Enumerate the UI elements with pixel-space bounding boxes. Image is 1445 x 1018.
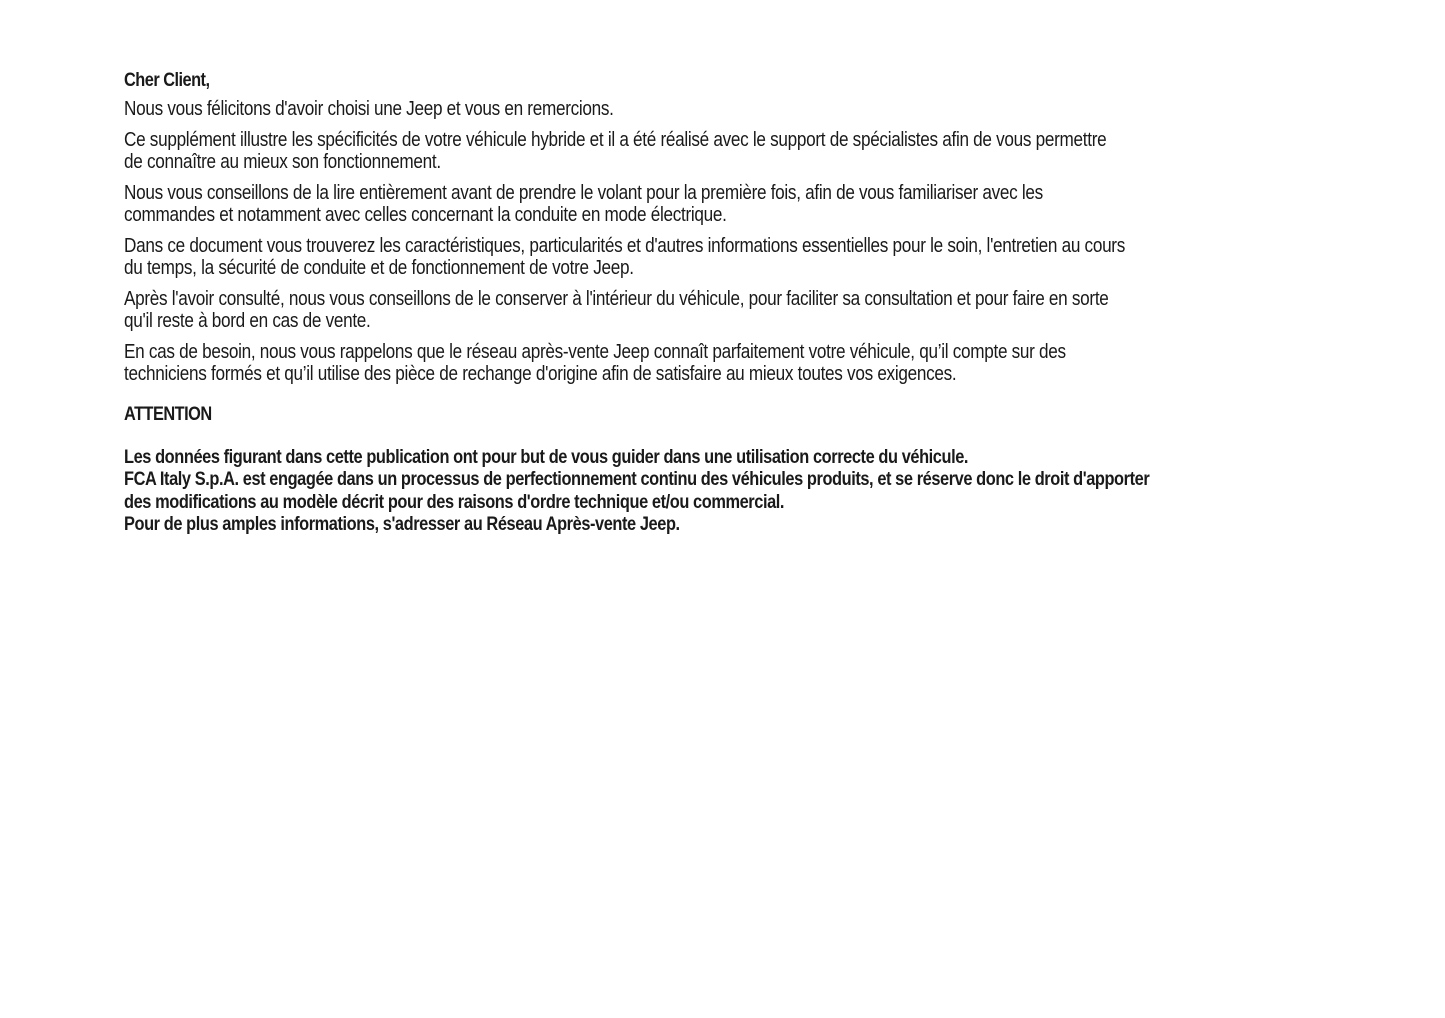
- text-line: Ce supplément illustre les spécificités de votre véhicule hybride et il a été réalisé avec le support de spécialistes afin de vous permettre: [124, 128, 1107, 151]
- notice-line: Les données figurant dans cette publication ont pour but de vous guider dans une utilisation correcte du véhicule.: [124, 445, 969, 468]
- text-line: En cas de besoin, nous vous rappelons que le réseau après-vente Jeep connaît parfaitement votre véhicule, qu’il compte sur des: [124, 340, 1066, 363]
- paragraph-congratulations: [124, 98, 1325, 121]
- greeting-heading: Cher Client,: [124, 70, 210, 91]
- text-line: Dans ce document vous trouverez les caractéristiques, particularités et d'autres informations essentielles pour le soin, l'entretien au cours: [124, 234, 1126, 257]
- text-line: Après l'avoir consulté, nous vous conseillons de le conserver à l'intérieur du véhicule, pour faciliter sa consultation et pour faire en sorte: [124, 287, 1109, 310]
- document-page: [124, 70, 1334, 536]
- notice-line: des modifications au modèle décrit pour des raisons d'ordre technique et/ou commercial.: [124, 490, 785, 513]
- paragraph-read-advice: [124, 182, 1325, 227]
- notice-line: FCA Italy S.p.A. est engagée dans un processus de perfectionnement continu des véhicules produits, et se réserve donc le droit d'apporter: [124, 468, 1150, 490]
- text-line: Nous vous félicitons d'avoir choisi une Jeep et vous en remercions.: [124, 98, 614, 120]
- paragraph-after-sales: [124, 341, 1325, 386]
- paragraph-supplement: [124, 129, 1325, 174]
- attention-notice: [124, 446, 1384, 536]
- notice-line: Pour de plus amples informations, s'adresser au Réseau Après-vente Jeep.: [124, 513, 680, 535]
- text-line: de connaître au mieux son fonctionnement.: [124, 151, 441, 173]
- text-line: qu'il reste à bord en cas de vente.: [124, 310, 371, 332]
- text-line: Nous vous conseillons de la lire entièrement avant de prendre le volant pour la première fois, afin de vous familiariser avec les: [124, 181, 1043, 204]
- text-line: techniciens formés et qu’il utilise des pièce de rechange d'origine afin de satisfaire au mieux toutes vos exigences.: [124, 363, 957, 385]
- paragraph-contents: [124, 235, 1325, 280]
- text-line: commandes et notamment avec celles concernant la conduite en mode électrique.: [124, 204, 727, 226]
- paragraph-keep-onboard: [124, 288, 1325, 333]
- attention-heading: ATTENTION: [124, 403, 212, 425]
- text-line: du temps, la sécurité de conduite et de fonctionnement de votre Jeep.: [124, 257, 634, 279]
